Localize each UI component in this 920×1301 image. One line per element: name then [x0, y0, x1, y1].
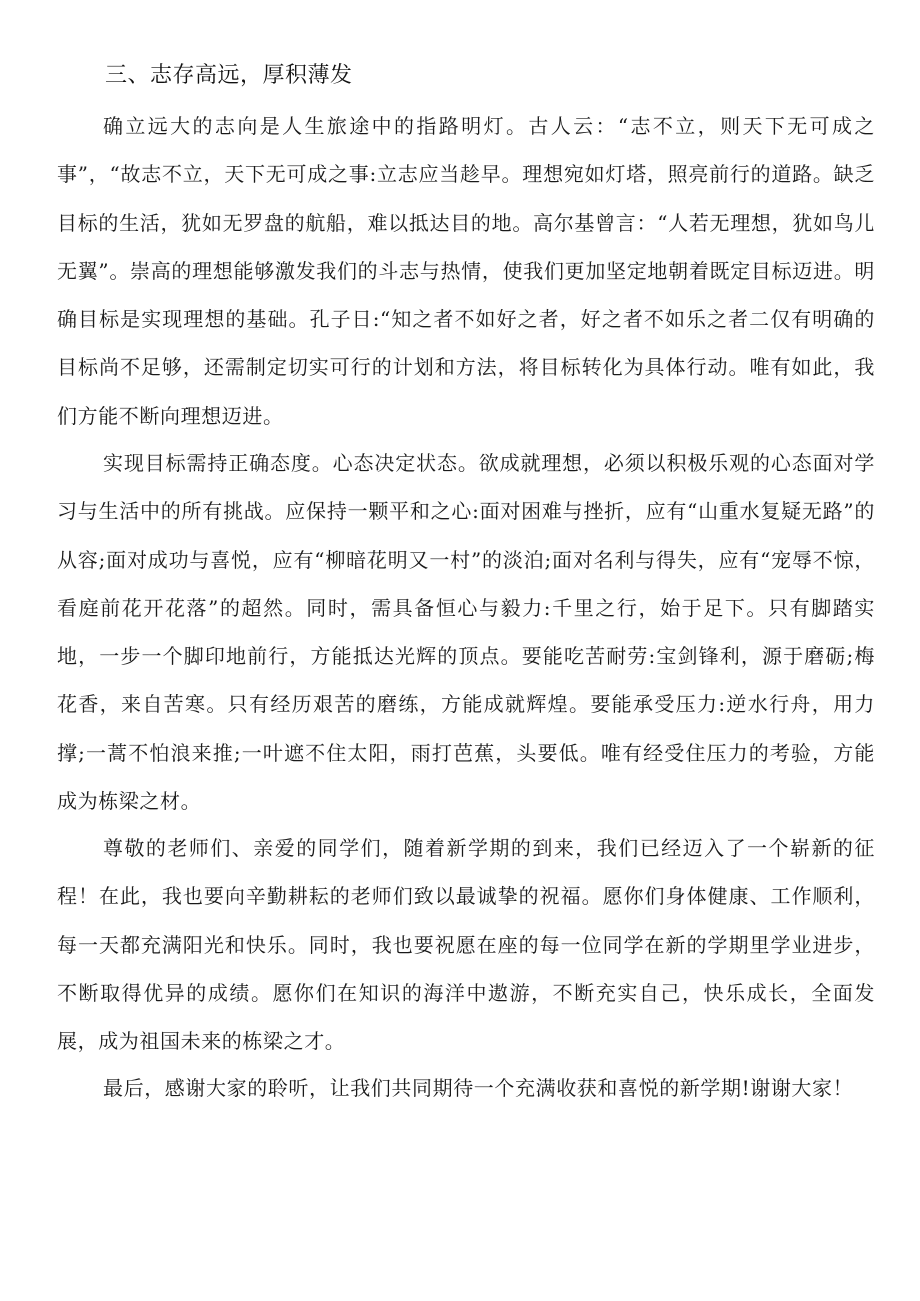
paragraph-closing: 最后，感谢大家的聆听，让我们共同期待一个充满收获和喜悦的新学期!谢谢大家！ — [103, 1076, 854, 1100]
paragraph-ambition: 确立远大的志向是人生旅途中的指路明灯。古人云：“志不立，则天下无可成之事”，“故志不立，天下无可成之事:立志应当趁早。理想宛如灯塔，照亮前行的道路。缺乏目标的生活，犹如无罗盘的航船，难以抵达目的地。高尔基曾言：“人若无理想，犹如鸟儿无翼”。崇高的理想能够激发我们的斗志与热情，使我们更加坚定地朝着既定目标迈进。明确目标是实现理想的基础。孔子日:“知之者不如好之者，好之者不如乐之者二仅有明确的目标尚不足够，还需制定切实可行的计划和方法，将目标转化为具体行动。唯有如此，我们方能不断向理想迈进。 — [57, 114, 875, 428]
paragraph-attitude: 实现目标需持正确态度。心态决定状态。欲成就理想，必须以积极乐观的心态面对学习与生活中的所有挑战。应保持一颗平和之心:面对困难与挫折，应有“山重水复疑无路”的从容;面对成功与喜悦，应有“柳暗花明又一村”的淡泊;面对名利与得失，应有“宠辱不惊，看庭前花开花落”的超然。同时，需具备恒心与毅力:千里之行，始于足下。只有脚踏实地，一步一个脚印地前行，方能抵达光辉的顶点。要能吃苦耐劳:宝剑锋利，源于磨砺;梅花香，来自苦寒。只有经历艰苦的磨练，方能成就辉煌。要能承受压力:逆水行舟，用力撑;一蒿不怕浪来推;一叶遮不住太阳，雨打芭蕉，头要低。唯有经受住压力的考验，方能成为栋梁之材。 — [57, 451, 875, 814]
paragraph-blessings: 尊敬的老师们、亲爱的同学们，随着新学期的到来，我们已经迈入了一个崭新的征程！在此，我也要向辛勤耕耘的老师们致以最诚挚的祝福。愿你们身体健康、工作顺利，每一天都充满阳光和快乐。同时，我也要祝愿在座的每一位同学在新的学期里学业进步，不断取得优异的成绩。愿你们在知识的海洋中遨游，不断充实自己，快乐成长，全面发展，成为祖国未来的栋梁之才。 — [57, 836, 875, 1054]
section-heading: 三、志存高远，厚积薄发 — [105, 63, 353, 88]
